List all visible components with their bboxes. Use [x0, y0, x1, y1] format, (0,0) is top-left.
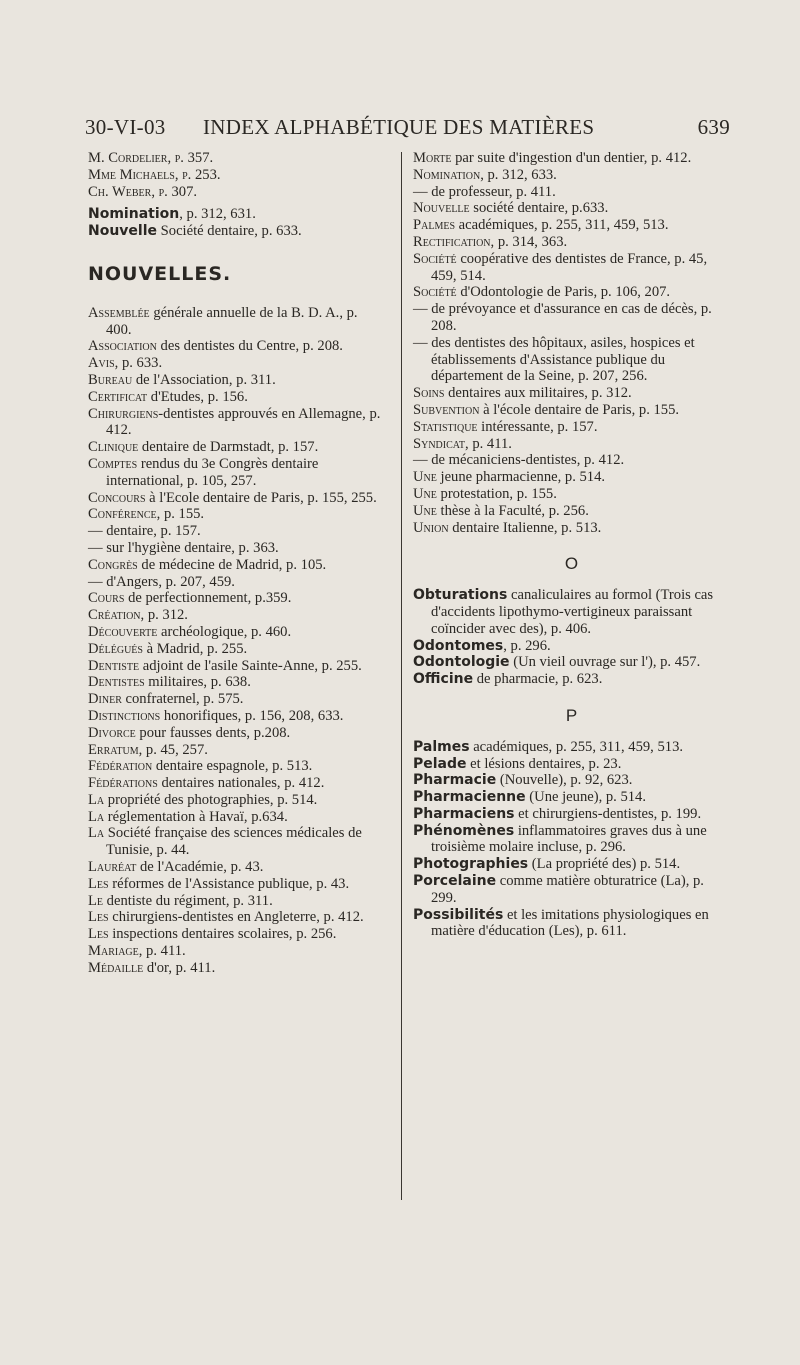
- entry-lead: Concours: [88, 489, 146, 506]
- index-entry: [88, 372, 386, 389]
- index-entry: [88, 355, 386, 372]
- entry-text: à l'Ecole dentaire de Paris, p. 155, 255.: [145, 489, 377, 506]
- index-entry: [88, 825, 386, 859]
- index-entry: [413, 419, 730, 436]
- entry-lead: Société: [413, 250, 457, 267]
- index-entry: [88, 943, 386, 960]
- index-entry: [88, 439, 386, 456]
- index-entry: [413, 907, 730, 941]
- entry-text: de l'Académie, p. 43.: [136, 859, 264, 876]
- entry-text: d'or, p. 411.: [143, 959, 216, 976]
- entry-term: Odontologie: [413, 654, 510, 671]
- entry-lead: Soins: [413, 385, 445, 402]
- entry-lead: Les: [88, 875, 109, 892]
- entry-lead: Délégués: [88, 640, 143, 657]
- entry-text: , p. 411.: [465, 435, 512, 452]
- entry-text: de médecine de Madrid, p. 105.: [137, 556, 327, 573]
- index-entry: [413, 739, 730, 756]
- index-entry: [88, 540, 386, 557]
- index-entry: [88, 893, 386, 910]
- entry-lead: Fédérations: [88, 775, 158, 792]
- index-entry: [88, 792, 386, 809]
- bold-entries: [88, 206, 386, 240]
- entry-text: (Nouvelle), p. 92, 623.: [496, 772, 633, 789]
- page-header: [85, 115, 730, 147]
- entry-lead: Association: [88, 338, 157, 355]
- entry-lead: Statistique: [413, 418, 478, 435]
- index-entry: [88, 456, 386, 490]
- entry-text: protestation, p. 155.: [436, 485, 557, 502]
- entry-text: -dentistes approuvés en Allemagne, p. 412.: [106, 405, 381, 439]
- entry-term: Odontomes: [413, 637, 504, 654]
- entry-text: — de mécaniciens-dentistes, p. 412.: [413, 452, 625, 469]
- index-entry: [413, 251, 730, 285]
- entry-text: — dentaire, p. 157.: [88, 523, 201, 540]
- entry-text: militaires, p. 638.: [144, 674, 251, 691]
- index-entry: [88, 338, 386, 355]
- index-entry: [413, 385, 730, 402]
- entry-text: (Un vieil ouvrage sur l'), p. 457.: [509, 654, 701, 671]
- entry-text: dentaire espagnole, p. 513.: [152, 758, 313, 775]
- entry-text: propriété des photographies, p. 514.: [104, 791, 318, 808]
- entry-text: jeune pharmacienne, p. 514.: [436, 469, 606, 486]
- index-entry: [88, 607, 386, 624]
- entry-text: — sur l'hygiène dentaire, p. 363.: [88, 539, 279, 556]
- entry-lead: Une: [413, 469, 437, 486]
- entry-lead: Chirurgiens: [88, 405, 159, 422]
- index-entry: [88, 876, 386, 893]
- right-column: [413, 150, 730, 940]
- entry-text: réformes de l'Assistance publique, p. 43.: [108, 875, 350, 892]
- index-entry: [413, 638, 730, 655]
- index-entry: [413, 671, 730, 688]
- entry-term: Nomination: [88, 206, 180, 223]
- index-entry: [413, 167, 730, 184]
- entry-lead: Syndicat: [413, 435, 466, 452]
- nouvelles-continued-entries: [413, 150, 730, 536]
- entry-text: académiques, p. 255, 311, 459, 513.: [455, 217, 669, 234]
- entry-lead: Clinique: [88, 439, 139, 456]
- entry-lead: Rectification: [413, 233, 491, 250]
- index-entry: [88, 223, 386, 240]
- index-entry: [413, 469, 730, 486]
- entry-text: , p. 45, 257.: [138, 741, 208, 758]
- index-entry: [413, 503, 730, 520]
- entry-lead: Divorce: [88, 724, 136, 741]
- entry-text: à Madrid, p. 255.: [142, 640, 248, 657]
- entry-text: — de prévoyance et d'assurance en cas de décès, p. 208.: [413, 301, 712, 334]
- entry-lead: Conférence: [88, 506, 157, 523]
- entry-lead: Le: [88, 892, 104, 909]
- entry-text: dentaire Italienne, p. 513.: [448, 519, 602, 536]
- index-entry: [413, 234, 730, 251]
- index-entry: [413, 806, 730, 823]
- entry-lead: Médaille: [88, 959, 144, 976]
- entry-term: Possibilités: [413, 906, 504, 923]
- entry-text: coopérative des dentistes de France, p. 45, 459, 514.: [431, 250, 708, 284]
- entry-text: et chirurgiens-dentistes, p. 199.: [514, 805, 702, 822]
- entry-text: société dentaire, p.633.: [469, 200, 609, 217]
- entry-text: Société française des sciences médicales de Tunisie, p. 44.: [104, 825, 362, 859]
- index-entry: [413, 789, 730, 806]
- index-entry: [413, 587, 730, 637]
- entry-text: réglementation à Havaï, p.634.: [104, 808, 288, 825]
- entry-text: de perfectionnement, p.359.: [124, 590, 292, 607]
- index-entry: [413, 335, 730, 385]
- entry-lead: Découverte: [88, 623, 158, 640]
- left-column: [88, 150, 386, 977]
- entry-lead: Une: [413, 502, 437, 519]
- entry-lead: Distinctions: [88, 707, 161, 724]
- entry-text: , p. 155.: [156, 506, 205, 523]
- p-entries: [413, 739, 730, 941]
- index-entry: [413, 654, 730, 671]
- entry-text: thèse à la Faculté, p. 256.: [436, 502, 589, 519]
- entry-term: Nouvelle: [88, 223, 158, 240]
- index-entry: [88, 674, 386, 691]
- entry-text: pour fausses dents, p.208.: [135, 724, 291, 741]
- index-entry: [413, 452, 730, 469]
- index-entry: [88, 389, 386, 406]
- entry-lead: Subvention: [413, 401, 480, 418]
- entry-text: de pharmacie, p. 623.: [473, 671, 603, 688]
- letter-heading-p: P: [565, 705, 578, 725]
- index-entry: M. Cordelier, p. 357.: [88, 150, 214, 166]
- entry-term: Officine: [413, 671, 474, 688]
- entry-text: — des dentistes des hôpitaux, asiles, hospices et établissements d'Assistance publique du département de la Seine, p. 207, 256.: [413, 334, 695, 385]
- entry-lead: Cours: [88, 590, 125, 607]
- entry-lead: Assemblée: [88, 304, 150, 321]
- entry-lead: Nouvelle: [413, 200, 470, 217]
- entry-term: Pelade: [413, 755, 467, 772]
- entry-text: , p. 411.: [138, 943, 186, 960]
- entry-term: Pharmaciens: [413, 805, 515, 822]
- index-entry: [88, 523, 386, 540]
- entry-lead: Morte: [413, 150, 452, 166]
- column-divider: [401, 152, 402, 1200]
- index-entry: Mme Michaels, p. 253.: [88, 166, 221, 183]
- index-entry: [88, 775, 386, 792]
- entry-lead: La: [88, 825, 105, 842]
- index-entry: [88, 809, 386, 826]
- entry-text: (La propriété des) p. 514.: [528, 856, 681, 873]
- entry-text: , p. 312, 631.: [179, 206, 256, 223]
- entry-text: dentaires nationales, p. 412.: [157, 775, 325, 792]
- entry-text: canaliculaires au formol (Trois cas d'accidents lipothymo-vertigineux paraissant coïncider avec des), p. 406.: [431, 587, 714, 637]
- index-entry: [413, 756, 730, 773]
- index-entry: [413, 873, 730, 907]
- entry-text: de l'Association, p. 311.: [132, 371, 276, 388]
- index-entry: [88, 960, 386, 977]
- index-entry: [413, 436, 730, 453]
- index-entry: [413, 150, 730, 167]
- entry-lead: Palmes: [413, 217, 456, 234]
- entry-text: , p. 296.: [503, 637, 551, 654]
- index-entry: [88, 926, 386, 943]
- index-entry: [88, 206, 386, 223]
- entry-term: Obturations: [413, 587, 508, 604]
- index-entry: [413, 856, 730, 873]
- entry-text: , p. 314, 363.: [490, 233, 568, 250]
- index-entry: [88, 658, 386, 675]
- entry-term: Pharmacie: [413, 772, 497, 789]
- entry-lead: Erratum: [88, 741, 139, 758]
- entry-lead: La: [88, 791, 105, 808]
- entry-lead: Lauréat: [88, 859, 137, 876]
- entry-text: académiques, p. 255, 311, 459, 513.: [469, 738, 684, 755]
- index-entry: [88, 708, 386, 725]
- entry-lead: Les: [88, 909, 109, 926]
- entry-text: — de professeur, p. 411.: [413, 183, 556, 200]
- entry-term: Pharmacienne: [413, 789, 526, 806]
- index-entry: [413, 200, 730, 217]
- entry-text: confraternel, p. 575.: [121, 691, 244, 708]
- entry-text: d'Etudes, p. 156.: [147, 388, 248, 405]
- index-entry: [413, 772, 730, 789]
- page-number: 639: [697, 115, 730, 139]
- index-entry: [88, 506, 386, 523]
- entry-text: , p. 312.: [140, 607, 188, 624]
- header-date: 30-VI-03: [85, 115, 166, 139]
- entry-lead: Congrès: [88, 556, 138, 573]
- entry-text: chirurgiens-dentistes en Angleterre, p. 412.: [108, 909, 364, 926]
- nouvelles-entries: [88, 305, 386, 977]
- index-entry: [88, 725, 386, 742]
- entry-text: inflammatoires graves dus à une troisième molaire incluse, p. 296.: [431, 822, 707, 856]
- header-title: INDEX ALPHABÉTIQUE DES MATIÈRES: [203, 115, 595, 139]
- index-entry: [88, 909, 386, 926]
- index-entry: [88, 590, 386, 607]
- index-entry: [88, 406, 386, 440]
- index-entry: Ch. Weber, p. 307.: [88, 183, 198, 200]
- entry-term: Photographies: [413, 856, 529, 873]
- entry-text: et les imitations physiologiques en matière d'éducation (Les), p. 611.: [431, 906, 709, 940]
- entry-lead: Une: [413, 485, 437, 502]
- entry-text: Société dentaire, p. 633.: [157, 223, 302, 240]
- entry-text: archéologique, p. 460.: [157, 623, 292, 640]
- index-entry: [88, 557, 386, 574]
- index-entry: [88, 691, 386, 708]
- entry-text: , p. 312, 633.: [480, 166, 557, 183]
- entry-text: (Une jeune), p. 514.: [525, 789, 647, 806]
- index-entry: [413, 284, 730, 301]
- entry-text: des dentistes du Centre, p. 208.: [156, 338, 343, 355]
- index-entry: [413, 823, 730, 857]
- entry-text: par suite d'ingestion d'un dentier, p. 412.: [451, 150, 692, 166]
- entry-term: Porcelaine: [413, 873, 497, 890]
- index-entry: [413, 402, 730, 419]
- index-entry: [413, 217, 730, 234]
- entry-lead: Avis: [88, 355, 115, 372]
- index-entry: [88, 641, 386, 658]
- section-title: NOUVELLES.: [88, 262, 232, 285]
- entry-text: rendus du 3e Congrès dentaire international, p. 105, 257.: [106, 455, 319, 489]
- index-entry: [413, 301, 730, 335]
- entry-lead: Union: [413, 519, 449, 536]
- index-entry: [88, 305, 386, 339]
- entry-lead: Certificat: [88, 388, 148, 405]
- entry-text: , p. 633.: [114, 355, 163, 372]
- entry-lead: Création: [88, 607, 141, 624]
- entry-text: intéressante, p. 157.: [477, 418, 598, 435]
- entry-lead: La: [88, 808, 105, 825]
- entry-lead: Fédération: [88, 758, 153, 775]
- index-entry: [88, 742, 386, 759]
- entry-text: adjoint de l'asile Sainte-Anne, p. 255.: [139, 657, 362, 674]
- entry-lead: Comptes: [88, 455, 138, 472]
- entry-lead: Diner: [88, 691, 122, 708]
- index-entry: [88, 859, 386, 876]
- index-entry: [413, 486, 730, 503]
- index-entry: [413, 520, 730, 537]
- entry-text: générale annuelle de la B. D. A., p. 400.: [106, 304, 358, 338]
- index-entry: [88, 758, 386, 775]
- entry-term: Phénomènes: [413, 822, 515, 839]
- entry-lead: Mariage: [88, 943, 139, 960]
- entry-text: dentaire de Darmstadt, p. 157.: [138, 439, 319, 456]
- entry-text: inspections dentaires scolaires, p. 256.: [108, 926, 337, 943]
- entry-lead: Les: [88, 926, 109, 943]
- entry-text: dentaires aux militaires, p. 312.: [444, 385, 632, 402]
- o-entries: [413, 587, 730, 688]
- top-entries: [88, 150, 386, 200]
- entry-text: dentiste du régiment, p. 311.: [103, 892, 273, 909]
- index-entry: [88, 490, 386, 507]
- entry-text: honorifiques, p. 156, 208, 633.: [160, 707, 344, 724]
- index-entry: [88, 574, 386, 591]
- entry-lead: Dentistes: [88, 674, 145, 691]
- entry-lead: Dentiste: [88, 657, 140, 674]
- index-entry: [88, 624, 386, 641]
- entry-lead: Société: [413, 284, 457, 301]
- letter-heading-o: O: [564, 554, 579, 574]
- entry-text: comme matière obturatrice (La), p. 299.: [431, 873, 704, 906]
- entry-text: à l'école dentaire de Paris, p. 155.: [479, 401, 680, 418]
- entry-lead: Bureau: [88, 371, 133, 388]
- entry-text: — d'Angers, p. 207, 459.: [88, 573, 235, 590]
- entry-lead: Nomination: [413, 166, 481, 183]
- entry-text: d'Odontologie de Paris, p. 106, 207.: [456, 284, 671, 301]
- index-entry: [413, 184, 730, 201]
- entry-term: Palmes: [413, 738, 470, 755]
- entry-text: et lésions dentaires, p. 23.: [466, 755, 622, 772]
